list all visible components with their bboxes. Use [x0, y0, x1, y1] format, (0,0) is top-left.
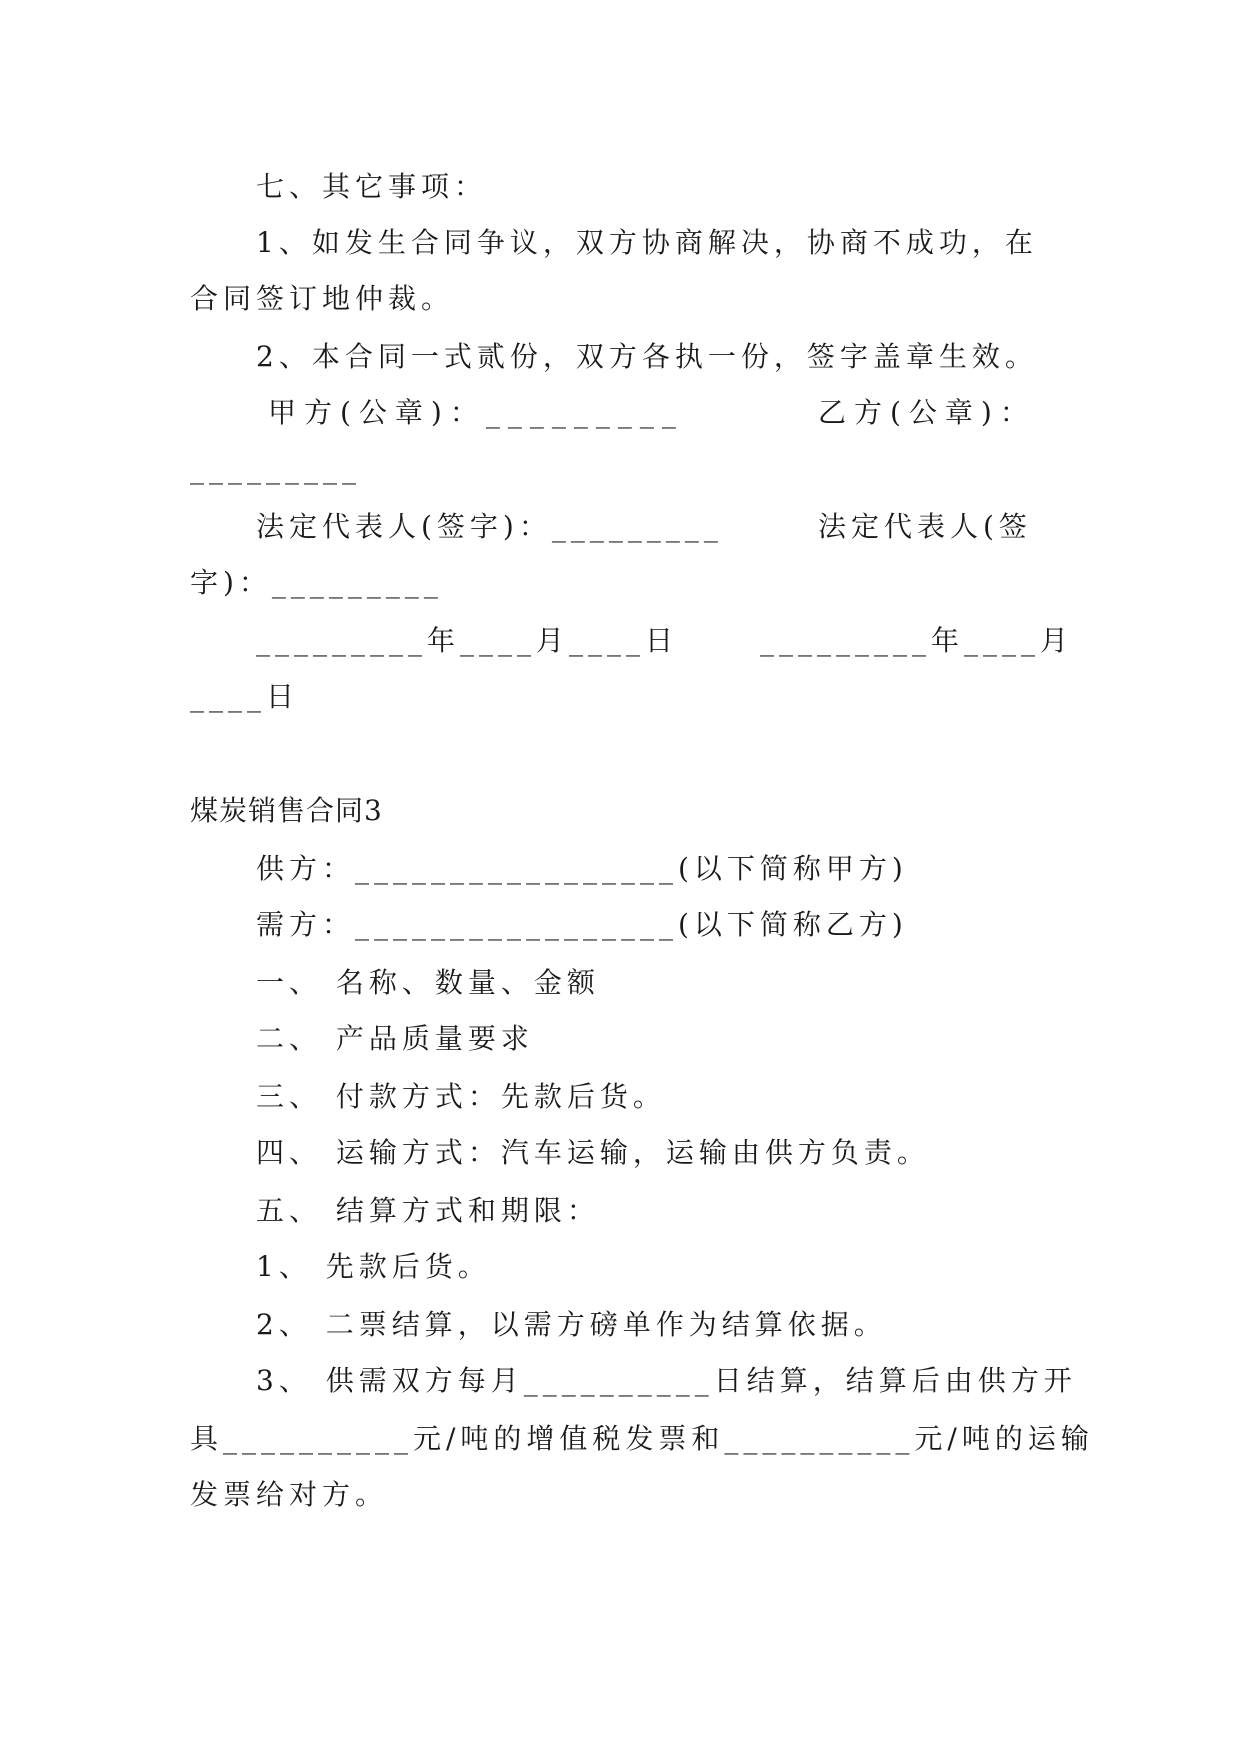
contract3-clause4: 四、 运输方式：汽车运输，运输由供方负责。	[256, 1136, 930, 1169]
contract3-clause3: 三、 付款方式：先款后货。	[256, 1080, 666, 1113]
contract3-buyer: 需方：_________________(以下简称乙方)	[256, 908, 908, 941]
contract3-sub1: 1、 先款后货。	[256, 1250, 491, 1283]
date-party-a: _________年____月____日	[256, 624, 679, 657]
section-seven-heading: 七、其它事项：	[256, 170, 488, 203]
date-party-b-part1: _________年____月	[760, 624, 1074, 657]
contract3-sub3-line1: 3、 供需双方每月__________日结算，结算后由供方开	[256, 1364, 1077, 1397]
legal-rep-b-part2: 字)：_________	[190, 566, 443, 599]
section-seven-item1-line1: 1、如发生合同争议，双方协商解决，协商不成功，在	[256, 226, 1038, 259]
date-party-b-part2: ____日	[190, 680, 300, 713]
contract3-clause1: 一、 名称、数量、金额	[256, 966, 600, 999]
section-seven-item1-line2: 合同签订地仲裁。	[190, 282, 455, 315]
contract3-clause2: 二、 产品质量要求	[256, 1022, 534, 1055]
party-a-seal: 甲方(公章)：_________	[268, 396, 684, 429]
legal-rep-a: 法定代表人(签字)：_________	[256, 510, 723, 543]
party-b-seal: 乙方(公章)：	[818, 396, 1036, 429]
party-b-seal-blank: _________	[190, 452, 361, 485]
contract3-title: 煤炭销售合同3	[190, 794, 383, 827]
contract3-supplier: 供方：_________________(以下简称甲方)	[256, 852, 908, 885]
contract3-sub2: 2、 二票结算，以需方磅单作为结算依据。	[256, 1308, 887, 1341]
section-seven-item2: 2、本合同一式贰份，双方各执一份，签字盖章生效。	[256, 340, 1038, 373]
legal-rep-b-part1: 法定代表人(签	[818, 510, 1032, 543]
contract3-sub3-line2: 具__________元/吨的增值税发票和__________元/吨的运输	[190, 1422, 1094, 1455]
contract3-sub3-line3: 发票给对方。	[190, 1478, 389, 1511]
contract3-clause5: 五、 结算方式和期限：	[256, 1194, 600, 1227]
